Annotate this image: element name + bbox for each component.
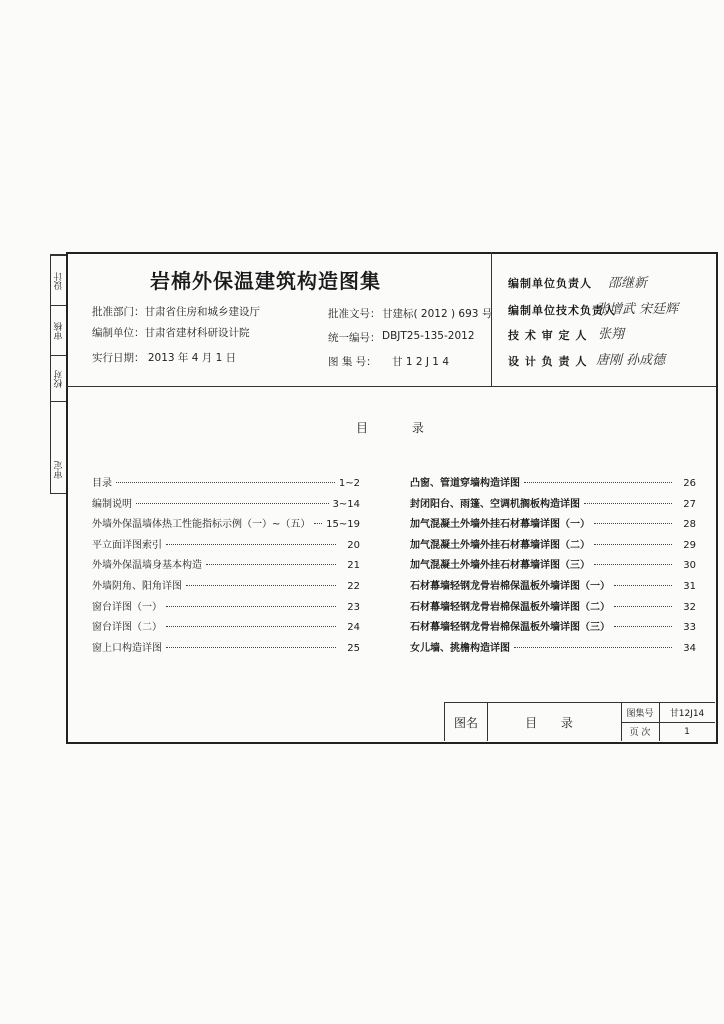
- toc-row: [410, 556, 696, 577]
- toc-entry-title: 编制说明: [92, 498, 132, 510]
- header-divider-horizontal: [66, 386, 716, 387]
- toc-leader: [136, 503, 329, 504]
- toc-entry-page: 25: [347, 642, 360, 654]
- toc-entry-page: 20: [347, 539, 360, 551]
- toc-leader: [524, 482, 672, 483]
- strip-cell-blank: [51, 401, 67, 448]
- strip-cell-design: 设计: [51, 255, 67, 306]
- toc-entry-title: 石材幕墙轻钢龙骨岩棉保温板外墙详图（二）: [410, 601, 610, 613]
- toc-entry-title: 窗上口构造详图: [92, 642, 162, 654]
- toc-leader: [166, 606, 336, 607]
- toc-row: [410, 495, 696, 516]
- toc-entry-title: 加气混凝土外墙外挂石材幕墙详图（三）: [410, 560, 590, 572]
- toc-row: [92, 639, 360, 660]
- toc-entry-page: 27: [683, 498, 696, 510]
- toc-row: [410, 577, 696, 598]
- toc-row: [410, 618, 696, 639]
- tb-atlas-value: 甘12J14: [669, 709, 705, 719]
- toc-entry-page: 30: [683, 560, 696, 572]
- toc-row: [92, 536, 360, 557]
- toc-entry-title: 窗台详图（一）: [92, 601, 162, 613]
- toc-entry-title: 加气混凝土外墙外挂石材幕墙详图（一）: [410, 519, 590, 531]
- toc-row: [92, 495, 360, 516]
- toc-leader: [514, 647, 672, 648]
- toc-row: [92, 474, 360, 495]
- strip-cell-review: 审核: [51, 305, 67, 356]
- unified-no-label: 统一编号：: [328, 332, 381, 344]
- toc-entry-page: 33: [683, 622, 696, 634]
- toc-leader: [584, 503, 672, 504]
- toc-leader: [594, 544, 672, 545]
- toc-entry-title: 外墙外保温墙体热工性能指标示例（一）~（五）: [92, 519, 311, 531]
- toc-entry-title: 平立面详图索引: [92, 539, 162, 551]
- toc-entry-title: 窗台详图（二）: [92, 622, 162, 634]
- toc-leader: [314, 523, 322, 524]
- toc-entry-title: 石材幕墙轻钢龙骨岩棉保温板外墙详图（三）: [410, 622, 610, 634]
- toc-row: [92, 556, 360, 577]
- toc-entry-title: 加气混凝土外墙外挂石材幕墙详图（二）: [410, 539, 590, 551]
- toc-entry-page: 3~14: [332, 498, 360, 510]
- compile-unit: 编制单位：甘肃省建材科研设计院: [92, 327, 250, 339]
- tb-page-value: 1: [684, 726, 690, 737]
- toc-entry-page: 24: [347, 622, 360, 634]
- toc-entry-page: 34: [683, 642, 696, 654]
- toc-entry-page: 23: [347, 601, 360, 613]
- strip-cell-approve: 审定: [54, 461, 65, 479]
- toc-leader: [614, 585, 672, 586]
- toc-leader: [206, 564, 336, 565]
- signature-1: 邵继新: [608, 276, 648, 291]
- toc-entry-title: 石材幕墙轻钢龙骨岩棉保温板外墙详图（一）: [410, 580, 610, 592]
- toc-leader: [186, 585, 336, 586]
- toc-entry-title: 外墙外保温墙身基本构造: [92, 560, 202, 572]
- toc-row: [410, 515, 696, 536]
- toc-row: [410, 474, 696, 495]
- effective-date: 实行日期： 2013 年 4 月 1 日: [92, 352, 237, 364]
- signature-3: 张翔: [598, 327, 625, 342]
- tb-page-label: 页 次: [629, 728, 651, 738]
- tb-name-value: 目 录: [525, 715, 583, 730]
- toc-entry-title: 凸窗、管道穿墙构造详图: [410, 478, 520, 489]
- title-block: [444, 702, 715, 741]
- toc-entry-page: 31: [683, 580, 696, 592]
- toc-entry-title: 外墙阴角、阳角详图: [92, 580, 182, 592]
- responsible-role-2: 编制单位技术负责人: [508, 304, 616, 317]
- toc-leader: [614, 626, 672, 627]
- signature-4: 唐刚 孙成德: [596, 353, 666, 368]
- tb-atlas-label: 图集号: [626, 709, 654, 719]
- toc-row: [92, 618, 360, 639]
- unified-no-value: DBJT25-135-2012: [382, 330, 475, 342]
- toc-row: [92, 577, 360, 598]
- toc-row: [92, 598, 360, 619]
- toc-leader: [594, 564, 672, 565]
- toc-leader: [594, 523, 672, 524]
- responsible-role-4: 设 计 负 责 人: [508, 355, 588, 368]
- toc-leader: [166, 544, 336, 545]
- toc-row: [92, 515, 360, 536]
- toc-row: [410, 536, 696, 557]
- toc-entry-page: 28: [683, 519, 696, 531]
- toc-entry-page: 26: [683, 478, 696, 489]
- toc-leader: [166, 626, 336, 627]
- toc-row: [410, 598, 696, 619]
- atlas-no-label: 图 集 号：: [328, 356, 377, 368]
- toc-column-right: [410, 474, 696, 659]
- responsible-role-1: 编制单位负责人: [508, 277, 592, 290]
- toc-entry-title: 封闭阳台、雨篷、空调机搁板构造详图: [410, 498, 580, 510]
- toc-entry-title: 目录: [92, 478, 112, 489]
- toc-entry-page: 1~2: [338, 478, 360, 489]
- toc-entry-title: 女儿墙、挑檐构造详图: [410, 642, 510, 654]
- toc-row: [410, 639, 696, 660]
- toc-entry-page: 15~19: [326, 519, 360, 531]
- toc-leader: [614, 606, 672, 607]
- approve-doc-value: 甘建标( 2012 ) 693 号: [382, 308, 493, 320]
- toc-leader: [116, 482, 335, 483]
- strip-cell-check: 校对: [51, 355, 67, 402]
- toc-leader: [166, 647, 336, 648]
- toc-heading: 目 录: [356, 421, 444, 435]
- binding-strip: [50, 254, 67, 494]
- responsible-role-3: 技 术 审 定 人: [508, 329, 588, 342]
- atlas-title: 岩棉外保温建筑构造图集: [150, 269, 381, 293]
- toc-entry-page: 32: [683, 601, 696, 613]
- toc-column-left: [92, 474, 360, 659]
- toc-entry-page: 21: [347, 560, 360, 572]
- toc-entry-page: 29: [683, 539, 696, 551]
- atlas-no-value: 甘 1 2 J 1 4: [392, 356, 450, 368]
- tb-name-label: 图名: [453, 715, 478, 730]
- approve-dept: 批准部门：甘肃省住房和城乡建设厅: [92, 306, 260, 318]
- signature-2: 张增武 宋廷辉: [596, 302, 679, 317]
- toc-entry-page: 22: [347, 580, 360, 592]
- approve-doc-label: 批准文号：: [328, 308, 381, 320]
